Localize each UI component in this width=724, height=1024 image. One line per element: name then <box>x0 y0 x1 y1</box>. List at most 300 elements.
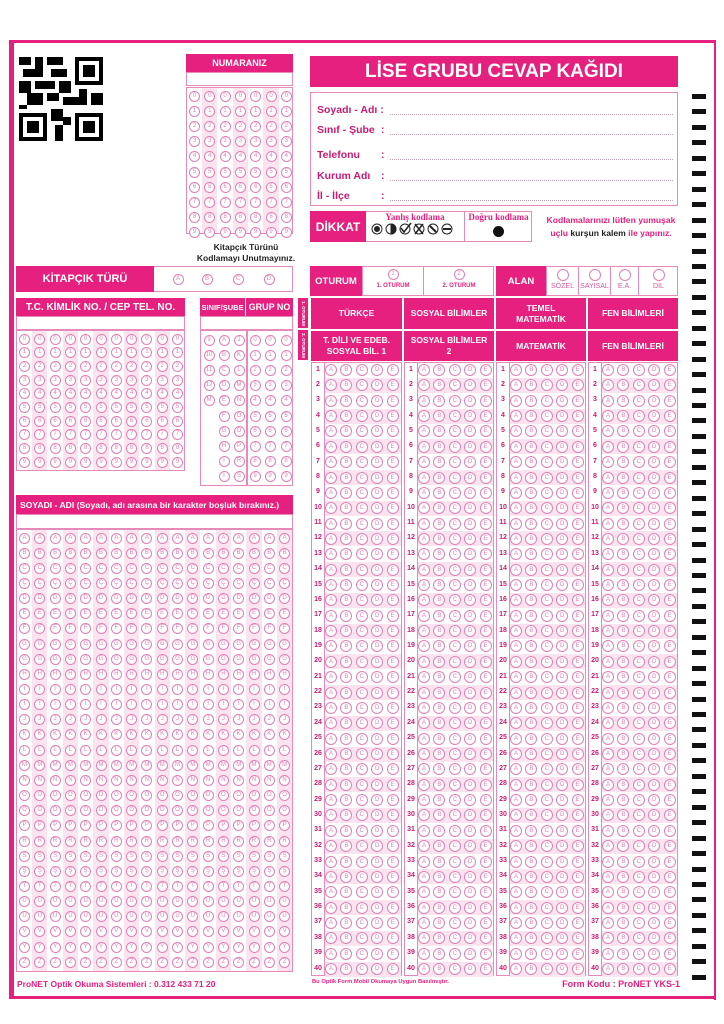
answer-bubble[interactable]: C <box>356 779 368 791</box>
answer-bubble[interactable]: A <box>418 825 430 837</box>
soyadi-letter-bubble[interactable]: H <box>111 669 122 680</box>
soyadi-letter-bubble[interactable]: Ö <box>65 805 76 816</box>
answer-bubble[interactable]: D <box>371 763 383 775</box>
answer-bubble[interactable]: A <box>510 472 522 484</box>
answer-bubble[interactable]: E <box>387 809 399 821</box>
answer-bubble[interactable]: C <box>541 456 553 468</box>
soyadi-letter-bubble[interactable]: H <box>203 669 214 680</box>
answer-bubble[interactable]: C <box>449 533 461 545</box>
answer-bubble[interactable]: D <box>371 441 383 453</box>
soyadi-letter-bubble[interactable]: Ö <box>34 805 45 816</box>
answer-bubble[interactable]: E <box>664 472 676 484</box>
answer-bubble[interactable]: E <box>572 917 584 929</box>
soyadi-letter-bubble[interactable]: H <box>249 669 260 680</box>
answer-bubble[interactable]: E <box>480 763 492 775</box>
soyadi-letter-bubble[interactable]: Z <box>19 957 30 968</box>
soyadi-letter-bubble[interactable]: S <box>126 851 137 862</box>
tc-bubble[interactable]: 2 <box>111 361 122 372</box>
soyadi-letter-bubble[interactable]: R <box>96 836 107 847</box>
answer-bubble[interactable]: C <box>541 794 553 806</box>
soyadi-letter-bubble[interactable]: I <box>96 684 107 695</box>
answer-bubble[interactable]: A <box>325 733 337 745</box>
soyadi-letter-bubble[interactable]: Ü <box>50 911 61 922</box>
answer-bubble[interactable]: D <box>648 379 660 391</box>
numaraniz-bubble[interactable]: 3 <box>189 136 200 147</box>
answer-bubble[interactable]: B <box>525 763 537 775</box>
answer-bubble[interactable]: C <box>633 656 645 668</box>
answer-bubble[interactable]: C <box>633 425 645 437</box>
answer-bubble[interactable]: A <box>325 748 337 760</box>
answer-bubble[interactable]: D <box>556 948 568 960</box>
answer-bubble[interactable]: D <box>556 702 568 714</box>
answer-bubble[interactable]: A <box>602 733 614 745</box>
answer-bubble[interactable]: D <box>464 548 476 560</box>
soyadi-letter-bubble[interactable]: Y <box>264 942 275 953</box>
soyadi-letter-bubble[interactable]: S <box>65 851 76 862</box>
soyadi-letter-bubble[interactable]: E <box>141 608 152 619</box>
numaraniz-bubble[interactable]: 7 <box>235 197 246 208</box>
answer-bubble[interactable]: D <box>371 871 383 883</box>
soyadi-letter-bubble[interactable]: U <box>141 896 152 907</box>
soyadi-letter-bubble[interactable]: H <box>126 669 137 680</box>
answer-bubble[interactable]: A <box>602 456 614 468</box>
answer-bubble[interactable]: A <box>325 671 337 683</box>
answer-bubble[interactable]: C <box>356 441 368 453</box>
answer-bubble[interactable]: C <box>541 902 553 914</box>
answer-bubble[interactable]: B <box>433 533 445 545</box>
tc-bubble[interactable]: 0 <box>141 334 152 345</box>
soyadi-letter-bubble[interactable]: F <box>203 623 214 634</box>
answer-bubble[interactable]: D <box>648 856 660 868</box>
soyadi-letter-bubble[interactable]: Ç <box>157 578 168 589</box>
answer-bubble[interactable]: D <box>648 640 660 652</box>
soyadi-letter-bubble[interactable]: R <box>19 836 30 847</box>
answer-bubble[interactable]: C <box>541 625 553 637</box>
soyadi-letter-bubble[interactable]: O <box>96 790 107 801</box>
answer-bubble[interactable]: E <box>480 364 492 376</box>
answer-bubble[interactable]: A <box>418 687 430 699</box>
answer-bubble[interactable]: D <box>464 809 476 821</box>
answer-bubble[interactable]: B <box>525 656 537 668</box>
answer-bubble[interactable]: E <box>387 763 399 775</box>
soyadi-letter-bubble[interactable]: V <box>111 926 122 937</box>
answer-bubble[interactable]: D <box>556 763 568 775</box>
soyadi-letter-bubble[interactable]: H <box>50 669 61 680</box>
answer-bubble[interactable]: D <box>371 794 383 806</box>
soyadi-letter-bubble[interactable]: Ö <box>203 805 214 816</box>
soyadi-letter-bubble[interactable]: Ğ <box>279 654 290 665</box>
soyadi-letter-bubble[interactable]: Ğ <box>187 654 198 665</box>
answer-bubble[interactable]: B <box>433 779 445 791</box>
answer-bubble[interactable]: C <box>356 625 368 637</box>
soyadi-letter-bubble[interactable]: N <box>141 775 152 786</box>
tc-bubble[interactable]: 7 <box>19 429 30 440</box>
answer-bubble[interactable]: E <box>664 502 676 514</box>
soyadi-letter-bubble[interactable]: J <box>96 714 107 725</box>
answer-bubble[interactable]: A <box>510 856 522 868</box>
soyadi-letter-bubble[interactable]: A <box>34 533 45 544</box>
numaraniz-bubble[interactable]: 6 <box>266 182 277 193</box>
answer-bubble[interactable]: B <box>617 625 629 637</box>
tc-bubble[interactable]: 4 <box>50 388 61 399</box>
soyadi-letter-bubble[interactable]: Ş <box>172 866 183 877</box>
answer-bubble[interactable]: E <box>664 364 676 376</box>
answer-bubble[interactable]: B <box>340 825 352 837</box>
numaraniz-bubble[interactable]: 6 <box>250 182 261 193</box>
soyadi-letter-bubble[interactable]: K <box>264 729 275 740</box>
answer-bubble[interactable]: D <box>556 533 568 545</box>
answer-bubble[interactable]: D <box>371 487 383 499</box>
answer-bubble[interactable]: D <box>464 564 476 576</box>
answer-bubble[interactable]: B <box>340 917 352 929</box>
answer-bubble[interactable]: C <box>449 794 461 806</box>
answer-bubble[interactable]: B <box>433 425 445 437</box>
answer-bubble[interactable]: B <box>340 610 352 622</box>
soyadi-letter-bubble[interactable]: Ç <box>65 578 76 589</box>
grup-no-bubble[interactable]: 3 <box>250 380 261 391</box>
answer-bubble[interactable]: D <box>556 856 568 868</box>
answer-bubble[interactable]: D <box>464 856 476 868</box>
soyadi-letter-bubble[interactable]: A <box>80 533 91 544</box>
answer-bubble[interactable]: E <box>664 487 676 499</box>
soyadi-letter-bubble[interactable]: Ö <box>249 805 260 816</box>
soyadi-letter-bubble[interactable]: L <box>233 745 244 756</box>
answer-bubble[interactable]: D <box>648 825 660 837</box>
answer-bubble[interactable]: A <box>510 410 522 422</box>
soyadi-letter-bubble[interactable]: Ğ <box>203 654 214 665</box>
soyadi-letter-bubble[interactable]: R <box>157 836 168 847</box>
answer-bubble[interactable]: D <box>648 564 660 576</box>
tc-bubble[interactable]: 6 <box>50 416 61 427</box>
soyadi-letter-bubble[interactable]: P <box>141 820 152 831</box>
answer-bubble[interactable]: C <box>541 441 553 453</box>
soyadi-letter-bubble[interactable]: Ü <box>249 911 260 922</box>
soyadi-letter-bubble[interactable]: O <box>50 790 61 801</box>
answer-bubble[interactable]: A <box>325 472 337 484</box>
tc-bubble[interactable]: 7 <box>157 429 168 440</box>
soyadi-letter-bubble[interactable]: P <box>111 820 122 831</box>
answer-bubble[interactable]: E <box>387 441 399 453</box>
tc-bubble[interactable]: 9 <box>65 457 76 468</box>
answer-bubble[interactable]: C <box>541 687 553 699</box>
answer-bubble[interactable]: B <box>617 779 629 791</box>
soyadi-letter-bubble[interactable]: T <box>126 881 137 892</box>
soyadi-letter-bubble[interactable]: H <box>187 669 198 680</box>
soyadi-letter-bubble[interactable]: R <box>233 836 244 847</box>
soyadi-letter-bubble[interactable]: E <box>80 608 91 619</box>
answer-bubble[interactable]: A <box>418 610 430 622</box>
soyadi-letter-bubble[interactable]: V <box>50 926 61 937</box>
numaraniz-bubble[interactable]: 1 <box>235 106 246 117</box>
answer-bubble[interactable]: A <box>510 948 522 960</box>
grup-no-bubble[interactable]: 0 <box>265 335 276 346</box>
soyadi-letter-bubble[interactable]: Ç <box>279 578 290 589</box>
answer-bubble[interactable]: D <box>648 502 660 514</box>
soyadi-letter-bubble[interactable]: İ <box>19 699 30 710</box>
answer-bubble[interactable]: B <box>433 733 445 745</box>
tc-bubble[interactable]: 2 <box>19 361 30 372</box>
soyadi-letter-bubble[interactable]: Ç <box>126 578 137 589</box>
numaraniz-bubble[interactable]: 5 <box>250 167 261 178</box>
answer-bubble[interactable]: A <box>418 364 430 376</box>
numaraniz-bubble[interactable]: 3 <box>281 136 292 147</box>
answer-bubble[interactable]: C <box>541 886 553 898</box>
tc-bubble[interactable]: 6 <box>126 416 137 427</box>
tc-bubble[interactable]: 1 <box>50 347 61 358</box>
soyadi-letter-bubble[interactable]: R <box>50 836 61 847</box>
answer-bubble[interactable]: D <box>464 871 476 883</box>
answer-bubble[interactable]: B <box>340 441 352 453</box>
answer-bubble[interactable]: E <box>387 779 399 791</box>
soyadi-letter-bubble[interactable]: V <box>187 926 198 937</box>
soyadi-letter-bubble[interactable]: D <box>279 593 290 604</box>
answer-bubble[interactable]: A <box>325 502 337 514</box>
soyadi-letter-bubble[interactable]: U <box>279 896 290 907</box>
sinif-sube-bubble[interactable]: G <box>219 426 230 437</box>
soyadi-letter-bubble[interactable]: F <box>172 623 183 634</box>
answer-bubble[interactable]: B <box>525 472 537 484</box>
answer-bubble[interactable]: B <box>617 502 629 514</box>
answer-bubble[interactable]: C <box>633 871 645 883</box>
answer-bubble[interactable]: C <box>633 487 645 499</box>
answer-bubble[interactable]: E <box>480 548 492 560</box>
answer-bubble[interactable]: A <box>325 579 337 591</box>
soyadi-letter-bubble[interactable]: Z <box>233 957 244 968</box>
answer-bubble[interactable]: E <box>572 856 584 868</box>
answer-bubble[interactable]: D <box>556 733 568 745</box>
answer-bubble[interactable]: D <box>556 518 568 530</box>
soyadi-letter-bubble[interactable]: R <box>172 836 183 847</box>
answer-bubble[interactable]: B <box>340 579 352 591</box>
answer-bubble[interactable]: B <box>340 564 352 576</box>
grup-no-bubble[interactable]: 4 <box>281 395 292 406</box>
tc-bubble[interactable]: 2 <box>157 361 168 372</box>
soyadi-letter-bubble[interactable]: S <box>218 851 229 862</box>
tc-bubble[interactable]: 9 <box>157 457 168 468</box>
soyadi-letter-bubble[interactable]: B <box>141 548 152 559</box>
soyadi-letter-bubble[interactable]: Ç <box>34 578 45 589</box>
kitapcik-option-A[interactable]: A <box>173 274 184 285</box>
answer-bubble[interactable]: C <box>633 963 645 975</box>
soyadi-letter-bubble[interactable]: Ö <box>19 805 30 816</box>
soyadi-letter-bubble[interactable]: U <box>80 896 91 907</box>
soyadi-letter-bubble[interactable]: M <box>34 760 45 771</box>
answer-bubble[interactable]: D <box>371 779 383 791</box>
soyadi-letter-bubble[interactable]: C <box>172 563 183 574</box>
answer-bubble[interactable]: D <box>464 794 476 806</box>
answer-bubble[interactable]: C <box>449 656 461 668</box>
tc-bubble[interactable]: 2 <box>80 361 91 372</box>
answer-bubble[interactable]: E <box>572 779 584 791</box>
sinif-sube-bubble[interactable]: L <box>234 365 245 376</box>
answer-bubble[interactable]: C <box>541 840 553 852</box>
answer-bubble[interactable]: E <box>572 717 584 729</box>
answer-bubble[interactable]: B <box>433 625 445 637</box>
tc-bubble[interactable]: 0 <box>80 334 91 345</box>
answer-bubble[interactable]: A <box>325 379 337 391</box>
soyadi-letter-bubble[interactable]: B <box>157 548 168 559</box>
answer-bubble[interactable]: E <box>572 425 584 437</box>
soyadi-letter-bubble[interactable]: R <box>249 836 260 847</box>
answer-bubble[interactable]: B <box>525 625 537 637</box>
soyadi-letter-bubble[interactable]: H <box>65 669 76 680</box>
soyadi-letter-bubble[interactable]: O <box>233 790 244 801</box>
soyadi-letter-bubble[interactable]: C <box>249 563 260 574</box>
tc-bubble[interactable]: 9 <box>34 457 45 468</box>
soyadi-letter-bubble[interactable]: S <box>80 851 91 862</box>
soyadi-letter-bubble[interactable]: U <box>249 896 260 907</box>
answer-bubble[interactable]: D <box>556 548 568 560</box>
answer-bubble[interactable]: C <box>449 687 461 699</box>
soyadi-letter-bubble[interactable]: Ü <box>233 911 244 922</box>
answer-bubble[interactable]: E <box>664 395 676 407</box>
soyadi-letter-bubble[interactable]: A <box>157 533 168 544</box>
answer-bubble[interactable]: A <box>418 902 430 914</box>
answer-bubble[interactable]: B <box>340 594 352 606</box>
soyadi-letter-bubble[interactable]: C <box>96 563 107 574</box>
soyadi-letter-bubble[interactable]: R <box>218 836 229 847</box>
answer-bubble[interactable]: A <box>325 809 337 821</box>
answer-bubble[interactable]: C <box>356 917 368 929</box>
answer-bubble[interactable]: A <box>325 456 337 468</box>
soyadi-letter-bubble[interactable]: G <box>157 639 168 650</box>
answer-bubble[interactable]: A <box>418 748 430 760</box>
answer-bubble[interactable]: E <box>572 948 584 960</box>
soyadi-letter-bubble[interactable]: Ç <box>141 578 152 589</box>
answer-bubble[interactable]: A <box>418 533 430 545</box>
answer-bubble[interactable]: B <box>340 425 352 437</box>
tc-bubble[interactable]: 4 <box>19 388 30 399</box>
answer-bubble[interactable]: A <box>418 379 430 391</box>
soyadi-letter-bubble[interactable]: F <box>34 623 45 634</box>
answer-bubble[interactable]: E <box>572 902 584 914</box>
answer-bubble[interactable]: D <box>648 410 660 422</box>
soyadi-letter-bubble[interactable]: U <box>157 896 168 907</box>
answer-bubble[interactable]: E <box>387 379 399 391</box>
answer-bubble[interactable]: C <box>541 748 553 760</box>
numaraniz-bubble[interactable]: 0 <box>204 91 215 102</box>
numaraniz-bubble[interactable]: 2 <box>266 121 277 132</box>
answer-bubble[interactable]: B <box>525 825 537 837</box>
soyadi-letter-bubble[interactable]: Z <box>80 957 91 968</box>
tc-bubble[interactable]: 5 <box>34 402 45 413</box>
soyadi-letter-bubble[interactable]: A <box>65 533 76 544</box>
soyadi-letter-bubble[interactable]: D <box>264 593 275 604</box>
soyadi-letter-bubble[interactable]: I <box>50 684 61 695</box>
answer-bubble[interactable]: A <box>510 579 522 591</box>
answer-bubble[interactable]: C <box>449 840 461 852</box>
soyadi-letter-bubble[interactable]: T <box>233 881 244 892</box>
soyadi-letter-bubble[interactable]: Ü <box>187 911 198 922</box>
answer-bubble[interactable]: C <box>449 379 461 391</box>
answer-bubble[interactable]: A <box>325 518 337 530</box>
soyadi-letter-bubble[interactable]: I <box>126 684 137 695</box>
answer-bubble[interactable]: C <box>449 702 461 714</box>
soyadi-letter-bubble[interactable]: E <box>50 608 61 619</box>
answer-bubble[interactable]: A <box>418 441 430 453</box>
answer-bubble[interactable]: B <box>340 871 352 883</box>
answer-bubble[interactable]: B <box>340 794 352 806</box>
tc-bubble[interactable]: 1 <box>34 347 45 358</box>
answer-bubble[interactable]: A <box>510 733 522 745</box>
answer-bubble[interactable]: B <box>340 379 352 391</box>
soyadi-letter-bubble[interactable]: J <box>157 714 168 725</box>
soyadi-letter-bubble[interactable]: L <box>172 745 183 756</box>
answer-bubble[interactable]: A <box>510 441 522 453</box>
info-field-input[interactable] <box>390 154 673 160</box>
soyadi-letter-bubble[interactable]: J <box>34 714 45 725</box>
answer-bubble[interactable]: A <box>510 610 522 622</box>
soyadi-letter-bubble[interactable]: B <box>19 548 30 559</box>
soyadi-letter-bubble[interactable]: T <box>50 881 61 892</box>
sinif-sube-bubble[interactable]: 11 <box>204 365 215 376</box>
answer-bubble[interactable]: E <box>664 748 676 760</box>
answer-bubble[interactable]: C <box>633 717 645 729</box>
numaraniz-bubble[interactable]: 9 <box>204 227 215 238</box>
answer-bubble[interactable]: E <box>387 625 399 637</box>
answer-bubble[interactable]: D <box>464 932 476 944</box>
answer-bubble[interactable]: E <box>480 963 492 975</box>
tc-bubble[interactable]: 7 <box>65 429 76 440</box>
answer-bubble[interactable]: D <box>648 902 660 914</box>
answer-bubble[interactable]: D <box>648 733 660 745</box>
answer-bubble[interactable]: A <box>602 748 614 760</box>
tc-bubble[interactable]: 2 <box>50 361 61 372</box>
answer-bubble[interactable]: B <box>617 794 629 806</box>
soyadi-letter-bubble[interactable]: Ö <box>187 805 198 816</box>
answer-bubble[interactable]: E <box>480 625 492 637</box>
grup-no-bubble[interactable]: 5 <box>250 411 261 422</box>
numaraniz-entry-boxes[interactable] <box>186 72 293 86</box>
soyadi-letter-bubble[interactable]: L <box>187 745 198 756</box>
soyadi-letter-bubble[interactable]: Ğ <box>157 654 168 665</box>
soyadi-letter-bubble[interactable]: O <box>111 790 122 801</box>
soyadi-letter-bubble[interactable]: R <box>65 836 76 847</box>
soyadi-letter-bubble[interactable]: M <box>111 760 122 771</box>
answer-bubble[interactable]: E <box>480 487 492 499</box>
answer-bubble[interactable]: E <box>387 902 399 914</box>
soyadi-entry-boxes[interactable] <box>16 514 293 529</box>
answer-bubble[interactable]: C <box>541 917 553 929</box>
soyadi-letter-bubble[interactable]: P <box>249 820 260 831</box>
tc-bubble[interactable]: 5 <box>141 402 152 413</box>
answer-bubble[interactable]: D <box>648 594 660 606</box>
answer-bubble[interactable]: B <box>433 395 445 407</box>
answer-bubble[interactable]: B <box>433 717 445 729</box>
answer-bubble[interactable]: A <box>602 779 614 791</box>
answer-bubble[interactable]: D <box>371 579 383 591</box>
answer-bubble[interactable]: B <box>617 671 629 683</box>
answer-bubble[interactable]: E <box>387 502 399 514</box>
tc-bubble[interactable]: 2 <box>34 361 45 372</box>
soyadi-letter-bubble[interactable]: I <box>249 684 260 695</box>
tc-bubble[interactable]: 4 <box>141 388 152 399</box>
answer-bubble[interactable]: E <box>572 763 584 775</box>
soyadi-letter-bubble[interactable]: R <box>80 836 91 847</box>
tc-bubble[interactable]: 0 <box>50 334 61 345</box>
soyadi-letter-bubble[interactable]: Z <box>187 957 198 968</box>
answer-bubble[interactable]: A <box>602 548 614 560</box>
soyadi-letter-bubble[interactable]: B <box>187 548 198 559</box>
answer-bubble[interactable]: B <box>617 395 629 407</box>
answer-bubble[interactable]: E <box>480 856 492 868</box>
soyadi-letter-bubble[interactable]: K <box>126 729 137 740</box>
grup-no-bubble[interactable]: 7 <box>250 441 261 452</box>
info-field-input[interactable] <box>390 129 673 135</box>
answer-bubble[interactable]: E <box>480 579 492 591</box>
answer-bubble[interactable]: D <box>371 825 383 837</box>
soyadi-letter-bubble[interactable]: C <box>19 563 30 574</box>
